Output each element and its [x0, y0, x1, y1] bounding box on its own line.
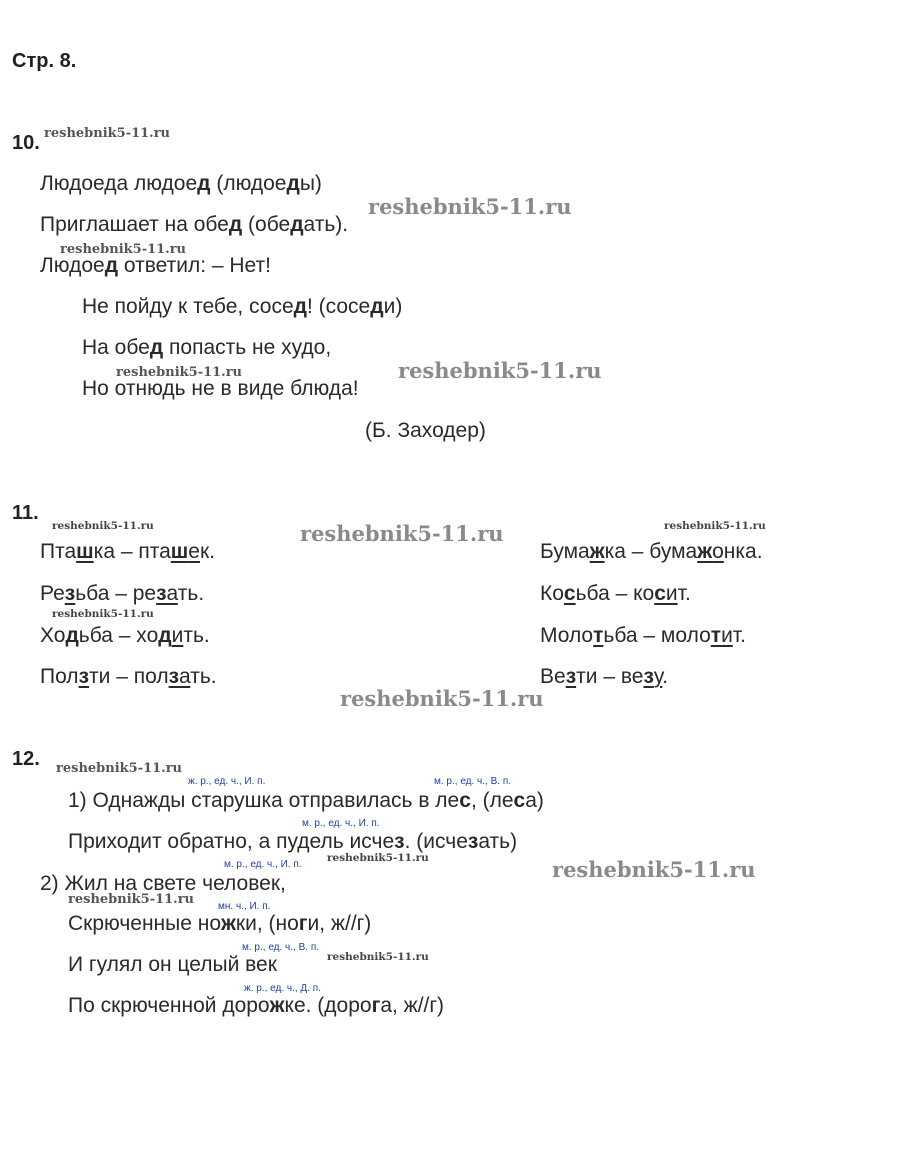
watermark: reshebnik5-11.ru	[327, 951, 429, 963]
grammar-annotation: мн. ч., И. п.	[218, 901, 271, 912]
ex10-line-6: Но отнюдь не в виде блюда!	[82, 377, 359, 400]
ex11-right-1: Бумажка – бумажонка.	[540, 540, 763, 563]
grammar-annotation: м. р., ед. ч., В. п.	[242, 942, 320, 953]
watermark: reshebnik5-11.ru	[68, 892, 195, 907]
grammar-annotation: м. р., ед. ч., И. п.	[224, 859, 302, 870]
ex12-line-1: 1) Однажды старушка отправилась в лес, (леса)	[68, 789, 544, 812]
watermark: reshebnik5-11.ru	[116, 365, 243, 380]
ex10-line-1: Людоеда людоед (людоеды)	[40, 172, 322, 195]
ex12-line-6: По скрюченной дорожке. (дорога, ж//г)	[68, 994, 445, 1017]
grammar-annotation: м. р., ед. ч., И. п.	[302, 818, 380, 829]
ex11-left-3: Ходьба – ходить.	[40, 624, 210, 647]
watermark: reshebnik5-11.ru	[552, 857, 756, 882]
watermark: reshebnik5-11.ru	[300, 521, 504, 546]
watermark: reshebnik5-11.ru	[398, 358, 602, 383]
watermark: reshebnik5-11.ru	[52, 520, 154, 532]
ex12-line-5: И гулял он целый век	[68, 953, 277, 976]
ex10-line-3: Людоед ответил: – Нет!	[40, 254, 271, 277]
watermark: reshebnik5-11.ru	[44, 126, 171, 141]
watermark: reshebnik5-11.ru	[52, 608, 154, 620]
ex12-line-4: Скрюченные ножки, (ноги, ж//г)	[68, 912, 372, 935]
ex11-left-2: Резьба – резать.	[40, 582, 205, 605]
exercise-10-number: 10.	[12, 132, 40, 154]
watermark: reshebnik5-11.ru	[60, 242, 187, 257]
watermark: reshebnik5-11.ru	[340, 686, 544, 711]
ex10-author: (Б. Заходер)	[365, 419, 486, 442]
ex10-line-5: На обед попасть не худо,	[82, 336, 332, 359]
exercise-11-number: 11.	[12, 502, 39, 524]
ex11-right-4: Везти – везу.	[540, 665, 669, 688]
watermark: reshebnik5-11.ru	[327, 852, 429, 864]
ex10-line-4: Не пойду к тебе, сосед! (соседи)	[82, 295, 403, 318]
watermark: reshebnik5-11.ru	[368, 194, 572, 219]
ex11-left-4: Ползти – ползать.	[40, 665, 217, 688]
ex11-right-2: Косьба – косит.	[540, 582, 691, 605]
watermark: reshebnik5-11.ru	[664, 520, 766, 532]
ex11-left-1: Пташка – пташек.	[40, 540, 216, 563]
exercise-12-number: 12.	[12, 748, 40, 770]
watermark: reshebnik5-11.ru	[56, 761, 183, 776]
ex10-line-2: Приглашает на обед (обедать).	[40, 213, 349, 236]
ex12-line-3: 2) Жил на свете человек,	[40, 872, 286, 895]
grammar-annotation: м. р., ед. ч., В. п.	[434, 776, 512, 787]
grammar-annotation: ж. р., ед. ч., Д. п.	[244, 983, 321, 994]
grammar-annotation: ж. р., ед. ч., И. п.	[188, 776, 266, 787]
ex12-line-2: Приходит обратно, а пудель исчез. (исчезать)	[68, 830, 518, 853]
page-header: Стр. 8.	[12, 50, 77, 72]
ex11-right-3: Молотьба – молотит.	[540, 624, 746, 647]
